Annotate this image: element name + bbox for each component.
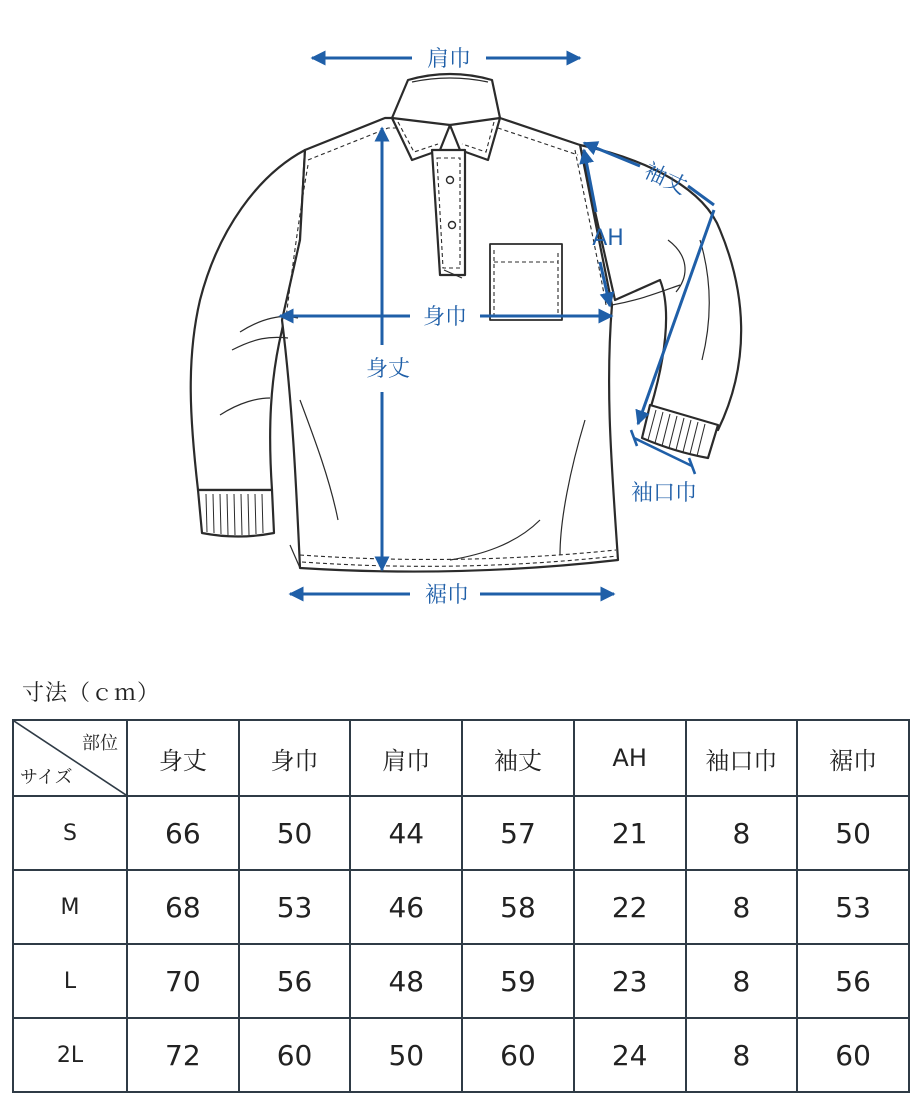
value-cell: 53 [239,870,351,944]
value-cell: 70 [127,944,239,1018]
size-cell: M [13,870,127,944]
header-shoulder-width: 肩巾 [350,720,462,796]
size-cell: S [13,796,127,870]
chest-pocket [490,244,562,320]
value-cell: 59 [462,944,574,1018]
size-cell: 2L [13,1018,127,1092]
label-armhole: AH [592,226,624,251]
table-row [13,796,909,870]
value-cell: 56 [797,944,909,1018]
value-cell: 53 [797,870,909,944]
value-cell: 56 [239,944,351,1018]
header-cuff-width: 袖口巾 [686,720,798,796]
value-cell: 50 [350,1018,462,1092]
value-cell: 50 [239,796,351,870]
size-cell: L [13,944,127,1018]
units-label: 寸法（ｃｍ） [22,681,161,706]
value-cell: 22 [574,870,686,944]
value-cell: 8 [686,1018,798,1092]
value-cell: 24 [574,1018,686,1092]
table-header-row [13,720,909,796]
value-cell: 50 [797,796,909,870]
value-cell: 23 [574,944,686,1018]
label-cuff-width: 袖口巾 [630,481,698,506]
table-row [13,944,909,1018]
value-cell: 60 [239,1018,351,1092]
value-cell: 48 [350,944,462,1018]
header-chest-width: 身巾 [239,720,351,796]
label-chest-width: 身巾 [422,305,468,330]
header-hem-width: 裾巾 [797,720,909,796]
label-hem-width: 裾巾 [424,583,470,608]
header-corner-cell [13,720,127,796]
corner-label-size: サイズ [20,767,73,788]
value-cell: 60 [797,1018,909,1092]
value-cell: 46 [350,870,462,944]
value-cell: 72 [127,1018,239,1092]
value-cell: 57 [462,796,574,870]
table-row [13,870,909,944]
value-cell: 8 [686,796,798,870]
label-shoulder-width: 肩巾 [426,47,472,72]
value-cell: 60 [462,1018,574,1092]
header-body-length: 身丈 [127,720,239,796]
label-body-length: 身丈 [365,357,411,382]
corner-label-part: 部位 [82,733,118,754]
table-row [13,1018,909,1092]
value-cell: 8 [686,870,798,944]
value-cell: 44 [350,796,462,870]
value-cell: 58 [462,870,574,944]
value-cell: 21 [574,796,686,870]
header-sleeve-length: 袖丈 [462,720,574,796]
value-cell: 68 [127,870,239,944]
value-cell: 66 [127,796,239,870]
value-cell: 8 [686,944,798,1018]
size-chart-table [12,719,910,1093]
header-armhole: AH [574,720,686,796]
label-sleeve-length: 袖丈 [640,158,691,200]
